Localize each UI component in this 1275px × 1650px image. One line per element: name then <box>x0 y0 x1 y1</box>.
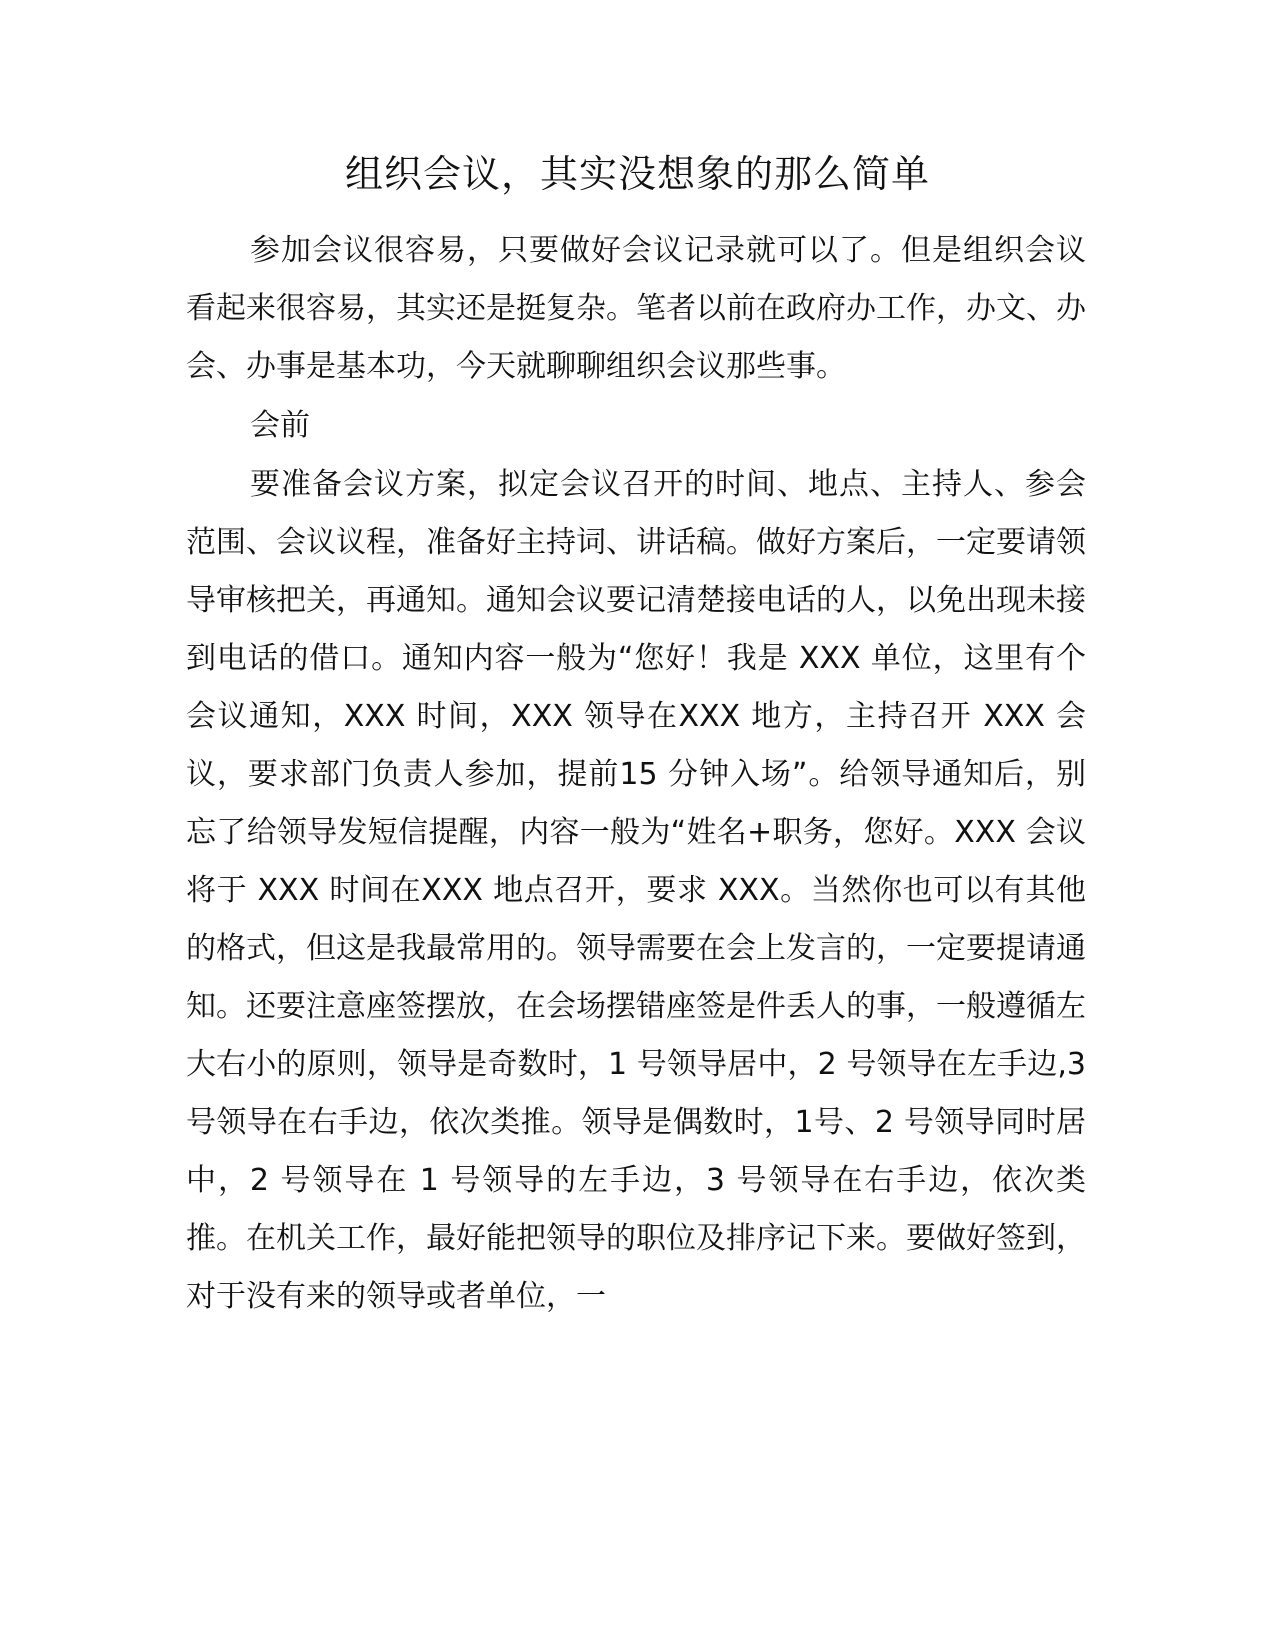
document-title: 组织会议，其实没想象的那么简单 <box>344 152 930 196</box>
document-body <box>186 222 1086 1326</box>
section-heading-before-meeting: 会前 <box>250 408 310 443</box>
paragraph-preparation: 要准备会议方案，拟定会议召开的时间、地点、主持人、参会范围、会议议程，准备好主持词、讲话稿。做好方案后，一定要请领导审核把关，再通知。通知会议要记清楚接电话的人，以免出现未接到电话的借口。通知内容一般为“您好！我是 XXX 单位，这里有个会议通知，XXX 时间，XXX 领导在XXX 地方，主持召开 XXX 会议，要求部门负责人参加，提前15 分钟入场”。给领导通知后，别忘了给领导发短信提醒，内容一般为“姓名+职务，您好。XXX 会议将于 XXX 时间在XXX 地点召开，要求 XXX。当然你也可以有其他的格式，但这是我最常用的。领导需要在会上发言的，一定要提请通知。还要注意座签摆放，在会场摆错座签是件丢人的事，一般遵循左大右小的原则，领导是奇数时，1 号领导居中，2 号领导在左手边,3 号领导在右手边，依次类推。领导是偶数时，1号、2 号领导同时居中，2 号领导在 1 号领导的左手边，3 号领导在右手边，依次类推。在机关工作，最好能把领导的职位及排序记下来。要做好签到，对于没有来的领导或者单位，一 <box>186 467 1086 1314</box>
paragraph-intro: 参加会议很容易，只要做好会议记录就可以了。但是组织会议看起来很容易，其实还是挺复杂。笔者以前在政府办工作，办文、办会、办事是基本功，今天就聊聊组织会议那些事。 <box>186 233 1086 384</box>
